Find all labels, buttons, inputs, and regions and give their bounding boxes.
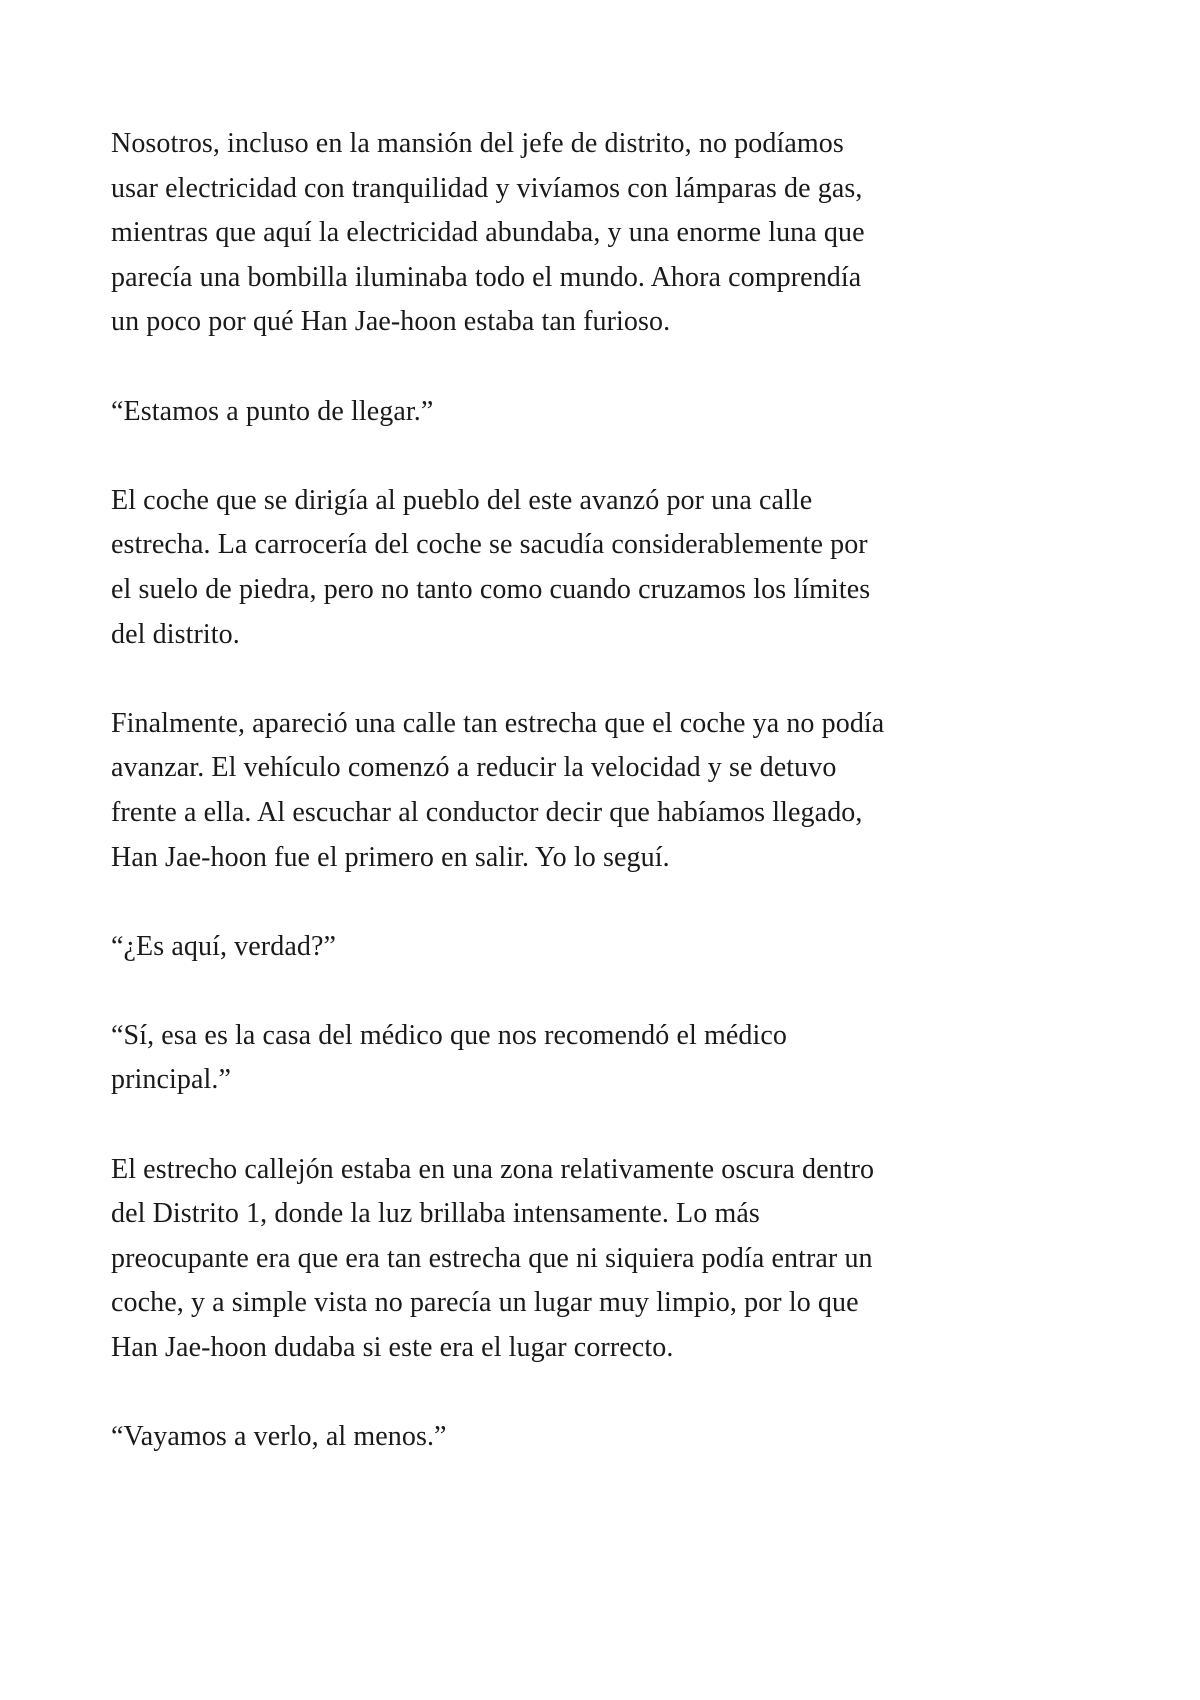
paragraph-narration-3	[111, 702, 1101, 880]
text-line: parecía una bombilla iluminaba todo el mundo. Ahora comprendía	[111, 261, 862, 293]
text-line: un poco por qué Han Jae-hoon estaba tan furioso.	[111, 306, 671, 338]
paragraph-narration-1	[111, 122, 1101, 345]
text-line: “Estamos a punto de llegar.”	[111, 395, 434, 427]
paragraph-dialogue-4	[111, 1415, 1101, 1460]
text-line: El estrecho callejón estaba en una zona relativamente oscura dentro	[111, 1153, 875, 1185]
text-line: El coche que se dirigía al pueblo del este avanzó por una calle	[111, 484, 813, 516]
text-line: del Distrito 1, donde la luz brillaba intensamente. Lo más	[111, 1198, 760, 1230]
text-line: coche, y a simple vista no parecía un lugar muy limpio, por lo que	[111, 1287, 859, 1319]
paragraph-dialogue-2	[111, 925, 1101, 970]
text-line: principal.”	[111, 1064, 232, 1096]
text-line: usar electricidad con tranquilidad y vivíamos con lámparas de gas,	[111, 172, 863, 204]
text-line: mientras que aquí la electricidad abundaba, y una enorme luna que	[111, 217, 865, 249]
text-line: estrecha. La carrocería del coche se sacudía considerablemente por	[111, 529, 868, 561]
text-line: frente a ella. Al escuchar al conductor decir que habíamos llegado,	[111, 796, 863, 828]
text-line: Han Jae-hoon dudaba si este era el lugar correcto.	[111, 1332, 674, 1364]
text-line: Finalmente, apareció una calle tan estrecha que el coche ya no podía	[111, 707, 885, 739]
text-line: Nosotros, incluso en la mansión del jefe de distrito, no podíamos	[111, 128, 844, 159]
paragraph-dialogue-3	[111, 1014, 1101, 1103]
text-line: el suelo de piedra, pero no tanto como cuando cruzamos los límites	[111, 573, 871, 605]
text-line: preocupante era que era tan estrecha que ni siquiera podía entrar un	[111, 1242, 873, 1274]
text-line: del distrito.	[111, 618, 240, 650]
paragraph-narration-4	[111, 1148, 1101, 1371]
paragraph-narration-2	[111, 479, 1101, 657]
text-line: Han Jae-hoon fue el primero en salir. Yo lo seguí.	[111, 841, 670, 873]
text-line: “Sí, esa es la casa del médico que nos recomendó el médico	[111, 1019, 787, 1051]
paragraph-dialogue-1	[111, 390, 1101, 435]
text-line: “Vayamos a verlo, al menos.”	[111, 1421, 447, 1453]
text-line: avanzar. El vehículo comenzó a reducir la velocidad y se detuvo	[111, 752, 837, 784]
document-page	[111, 122, 1101, 1504]
text-line: “¿Es aquí, verdad?”	[111, 930, 336, 962]
